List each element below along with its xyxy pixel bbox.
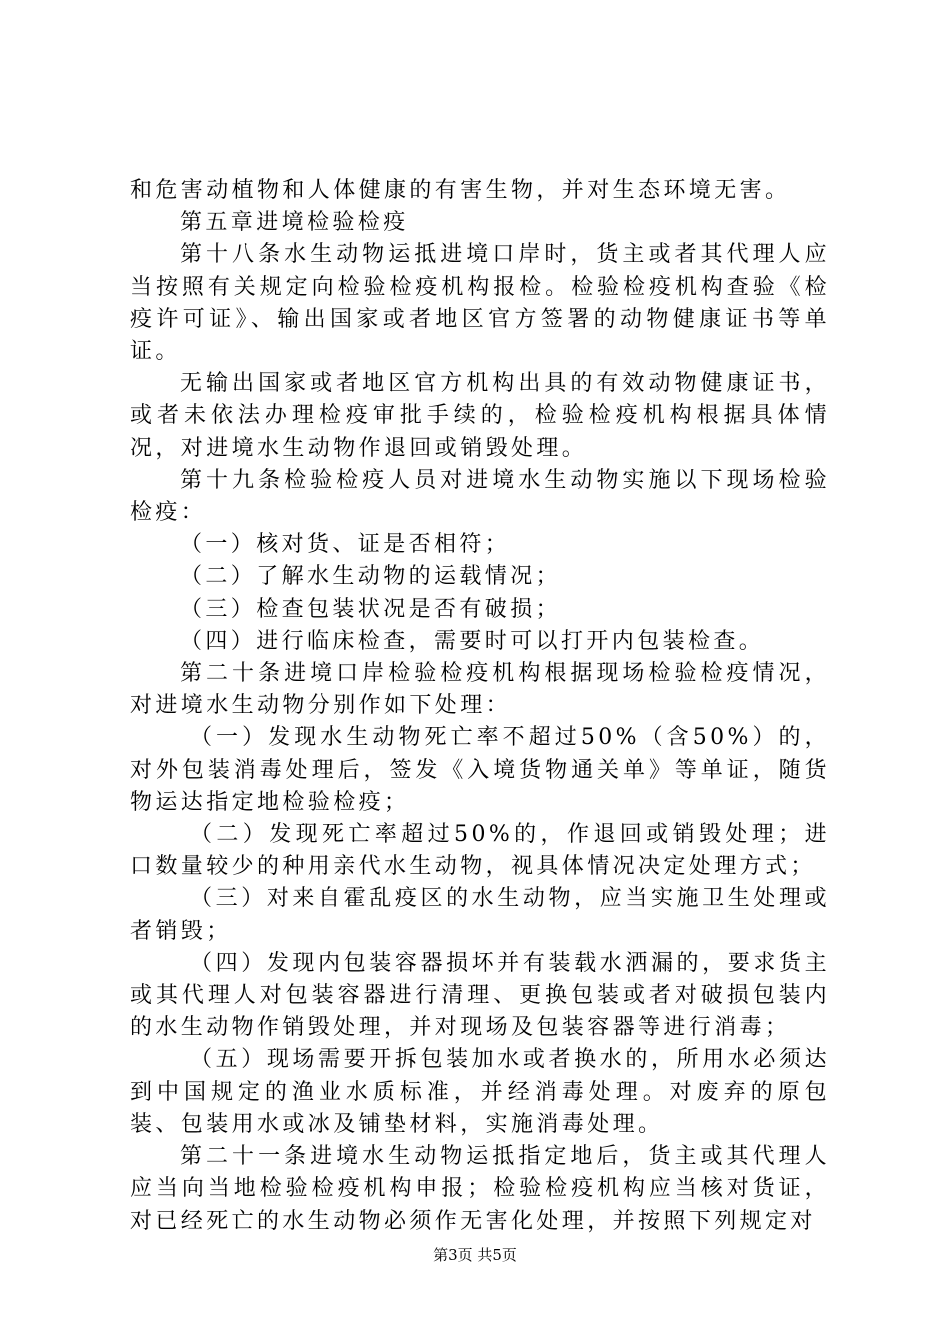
article-19-item-2: （二）了解水生动物的运载情况； bbox=[180, 564, 562, 590]
article-20-item-2: （二）发现死亡率超过50%的，作退回或销毁处理；进口数量较少的种用亲代水生动物，视具体情况决定处理方式； bbox=[130, 822, 830, 880]
article-20: 第二十条进境口岸检验检疫机构根据现场检验检疫情况，对进境水生动物分别作如下处理： bbox=[130, 661, 830, 719]
paragraph-1: 和危害动植物和人体健康的有害生物，并对生态环境无害。 bbox=[130, 178, 791, 203]
page-number-footer: 第3页 共5页 bbox=[433, 1246, 517, 1264]
article-20-item-4: （四）发现内包装容器损坏并有装载水洒漏的，要求货主或其代理人对包装容器进行清理、更换包装或者对破损包装内的水生动物作销毁处理，并对现场及包装容器等进行消毒； bbox=[130, 950, 830, 1041]
article-18-paragraph-2: 无输出国家或者地区官方机构出具的有效动物健康证书，或者未依法办理检疫审批手续的，检验检疫机构根据具体情况，对进境水生动物作退回或销毁处理。 bbox=[130, 371, 830, 461]
article-19-item-4: （四）进行临床检查，需要时可以打开内包装检查。 bbox=[180, 628, 765, 654]
article-21: 第二十一条进境水生动物运抵指定地后，货主或其代理人应当向当地检验检疫机构申报；检验检疫机构应当核对货证，对已经死亡的水生动物必须作无害化处理，并按照下列规定对 bbox=[130, 1144, 830, 1234]
chapter-heading: 第五章进境检验检疫 bbox=[180, 210, 409, 236]
article-20-item-1: （一）发现水生动物死亡率不超过50%（含50%）的，对外包装消毒处理后，签发《入境货物通关单》等单证，随货物运达指定地检验检疫； bbox=[130, 725, 830, 815]
article-19: 第十九条检验检疫人员对进境水生动物实施以下现场检验检疫： bbox=[130, 467, 830, 526]
article-19-item-1: （一）核对货、证是否相符； bbox=[180, 532, 511, 558]
article-20-item-3: （三）对来自霍乱疫区的水生动物，应当实施卫生处理或者销毁； bbox=[130, 886, 830, 944]
article-20-item-5: （五）现场需要开拆包装加水或者换水的，所用水必须达到中国规定的渔业水质标准，并经消毒处理。对废弃的原包装、包装用水或冰及铺垫材料，实施消毒处理。 bbox=[130, 1047, 830, 1137]
article-19-item-3: （三）检查包装状况是否有破损； bbox=[180, 596, 562, 622]
article-18: 第十八条水生动物运抵进境口岸时，货主或者其代理人应当按照有关规定向检验检疫机构报检。检验检疫机构查验《检疫许可证》、输出国家或者地区官方签署的动物健康证书等单证。 bbox=[130, 242, 830, 365]
document-body bbox=[130, 175, 830, 1238]
